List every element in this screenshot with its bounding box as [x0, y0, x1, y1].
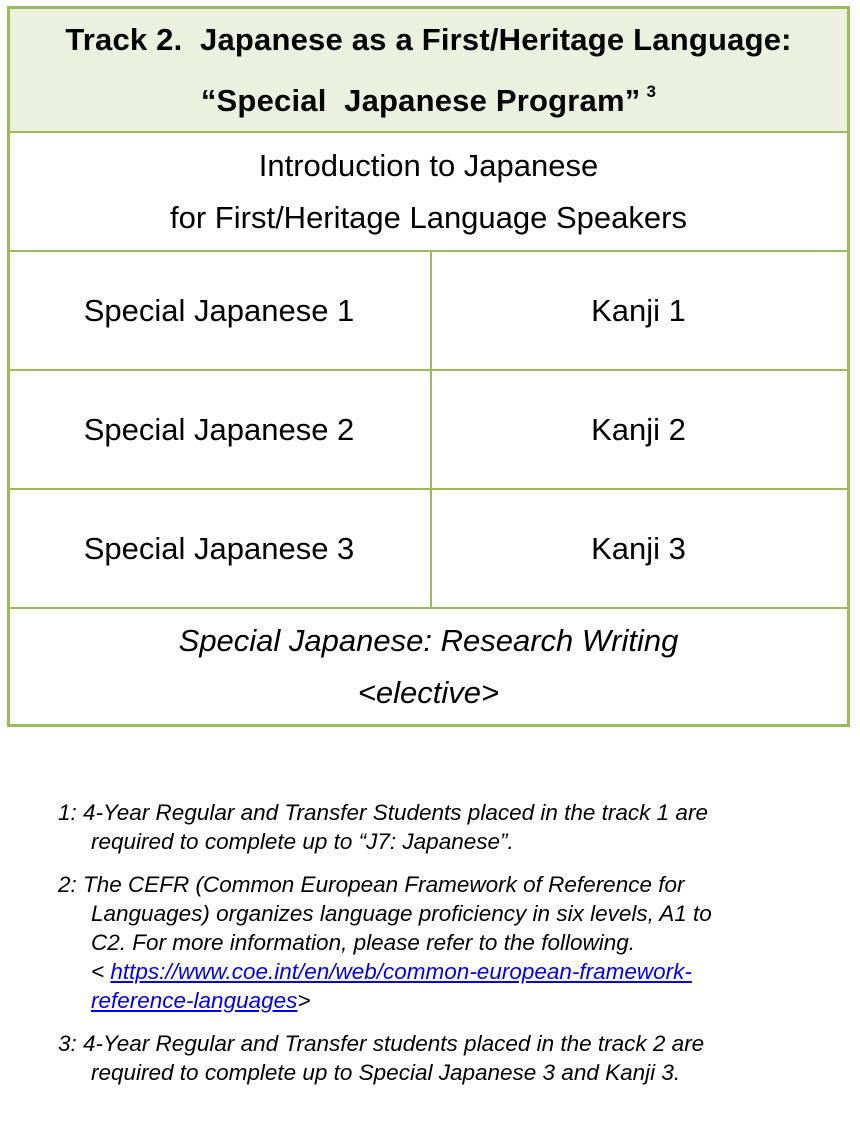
cefr-link-continued[interactable]: reference-languages	[91, 988, 298, 1013]
intro-course-line-2: for First/Heritage Language Speakers	[170, 199, 687, 235]
track-2-table	[7, 6, 850, 727]
footnote-3-line-1: 3: 4-Year Regular and Transfer students placed in the track 2 are	[58, 1031, 705, 1056]
footnote-1-line-2: required to complete up to “J7: Japanese”.	[91, 829, 514, 854]
footnote-2	[58, 870, 818, 1015]
program-name: “Special Japanese Program”	[200, 82, 641, 118]
footnote-1-line-1: 1: 4-Year Regular and Transfer Students placed in the track 1 are	[58, 800, 708, 825]
course-cell-special-japanese-1: Special Japanese 1	[83, 292, 355, 328]
course-cell-kanji-3: Kanji 3	[591, 530, 686, 566]
column-divider	[430, 252, 432, 607]
course-cell-kanji-1: Kanji 1	[591, 292, 686, 328]
course-cell-kanji-2: Kanji 2	[591, 411, 686, 447]
elective-course-row	[10, 609, 847, 724]
course-row-1	[10, 252, 847, 369]
cefr-link[interactable]: https://www.coe.int/en/web/common-european-framework-	[110, 959, 692, 984]
link-close-bracket: >	[297, 988, 311, 1013]
header-title-line-2	[201, 66, 656, 127]
link-open-bracket: <	[91, 959, 111, 984]
footnote-2-line-3: C2. For more information, please refer to the following.	[91, 930, 635, 955]
intro-course-row	[10, 133, 847, 250]
header-title-line-1: Track 2. Japanese as a First/Heritage Language:	[65, 21, 792, 57]
footnote-ref-3: 3	[646, 81, 657, 101]
elective-tag: <elective>	[357, 674, 500, 710]
footnote-1	[58, 798, 818, 856]
footnote-3	[58, 1029, 818, 1087]
intro-course-line-1: Introduction to Japanese	[258, 147, 599, 183]
course-cell-special-japanese-3: Special Japanese 3	[83, 530, 355, 566]
course-cell-special-japanese-2: Special Japanese 2	[83, 411, 355, 447]
footnote-3-line-2: required to complete up to Special Japanese 3 and Kanji 3.	[91, 1060, 681, 1085]
footnote-2-line-1: 2: The CEFR (Common European Framework of Reference for	[58, 872, 685, 897]
table-header	[10, 9, 847, 131]
footnote-2-line-2: Languages) organizes language proficiency in six levels, A1 to	[91, 901, 712, 926]
course-row-2	[10, 371, 847, 488]
footnotes	[58, 798, 818, 1101]
course-row-3	[10, 490, 847, 607]
footnote-2-link-line	[58, 957, 818, 986]
elective-course-name: Special Japanese: Research Writing	[178, 622, 679, 658]
footnote-2-link-line-2	[58, 986, 818, 1015]
